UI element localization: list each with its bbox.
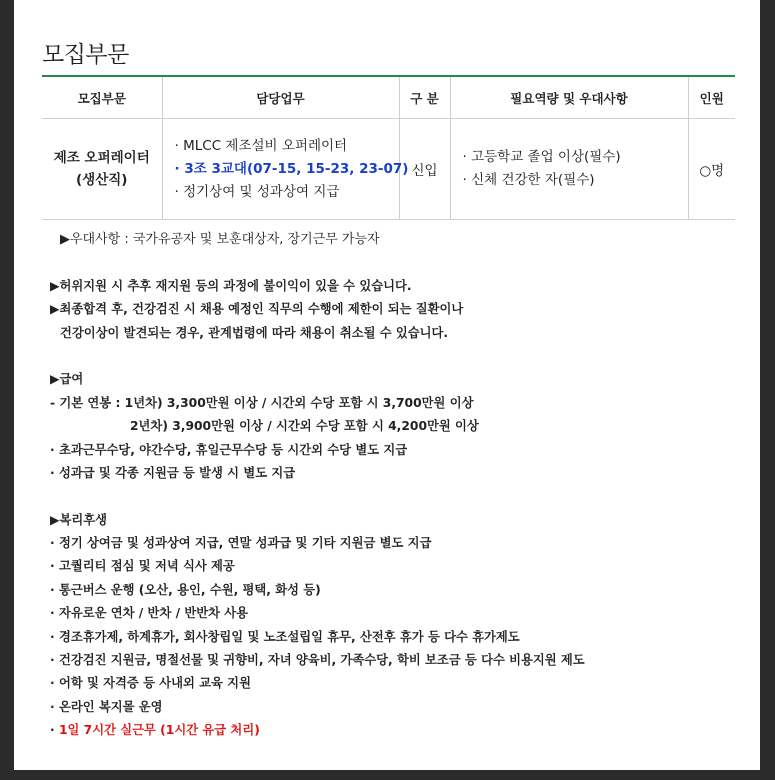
job-posting-page: [14, 0, 760, 770]
working-hours-highlight: 1일 7시간 실근무 (1시간 유급 처리): [58, 723, 260, 738]
table-row: [42, 119, 735, 220]
welfare-item: · 건강검진 지원금, 명절선물 및 귀향비, 자녀 양육비, 가족수당, 학비 보조금 등 다수 비용지원 제도: [50, 653, 585, 668]
welfare-item: · 어학 및 자격증 등 사내외 교육 지원: [50, 676, 251, 691]
header-type: 구 분: [399, 76, 450, 119]
preference-note: ▶우대사항 : 국가유공자 및 보훈대상자, 장기근무 가능자: [60, 232, 380, 247]
type-cell: 신입: [399, 119, 450, 220]
header-headcount: 인원: [688, 76, 735, 119]
header-requirements: 필요역량 및 우대사항: [450, 76, 688, 119]
warning-note: ▶최종합격 후, 건강검진 시 채용 예정인 직무의 수행에 제한이 되는 질환이나: [50, 302, 464, 317]
requirements-cell: [450, 119, 688, 220]
salary-item: 2년차) 3,900만원 이상 / 시간외 수당 포함 시 4,200만원 이상: [130, 419, 479, 434]
requirement-item: · 신체 건강한 자(필수): [463, 169, 688, 192]
welfare-bullet: ·: [50, 723, 59, 738]
welfare-item: · 경조휴가제, 하계휴가, 회사창립일 및 노조설립일 휴무, 산전후 휴가 등 다수 휴가제도: [50, 629, 520, 644]
welfare-item: · 통근버스 운행 (오산, 용인, 수원, 평택, 화성 등): [50, 582, 321, 597]
dept-category: (생산직): [76, 172, 128, 188]
warning-note: 건강이상이 발견되는 경우, 관계법령에 따라 채용이 취소될 수 있습니다.: [60, 325, 449, 340]
recruitment-table: [42, 75, 735, 220]
notes-section: [50, 228, 750, 743]
section-title: 모집부문: [42, 42, 129, 68]
dept-cell: [42, 119, 162, 220]
duty-item-shift: · 3조 3교대(07-15, 15-23, 23-07): [175, 158, 399, 181]
welfare-item: · 온라인 복지몰 운영: [50, 699, 163, 714]
header-dept: 모집부문: [42, 76, 162, 119]
salary-item: · 초과근무수당, 야간수당, 휴일근무수당 등 시간외 수당 별도 지급: [50, 442, 408, 457]
welfare-item-working-hours: [50, 719, 750, 742]
headcount-cell: ○명: [688, 119, 735, 220]
warning-note: ▶허위지원 시 추후 재지원 등의 과정에 불이익이 있을 수 있습니다.: [50, 278, 412, 293]
duty-item: · 정기상여 및 성과상여 지급: [175, 181, 399, 204]
dept-name: 제조 오퍼레이터: [53, 150, 150, 166]
table-header-row: [42, 76, 735, 119]
header-duty: 담당업무: [162, 76, 399, 119]
duty-cell: [162, 119, 409, 220]
welfare-heading: ▶복리후생: [50, 512, 107, 527]
salary-heading: ▶급여: [50, 372, 84, 387]
requirement-item: · 고등학교 졸업 이상(필수): [463, 146, 688, 169]
duty-item: · MLCC 제조설비 오퍼레이터: [175, 135, 399, 158]
welfare-item: · 정기 상여금 및 성과상여 지급, 연말 성과급 및 기타 지원금 별도 지급: [50, 536, 432, 551]
salary-item: · 성과급 및 각종 지원금 등 발생 시 별도 지급: [50, 465, 296, 480]
salary-item: - 기본 연봉 : 1년차) 3,300만원 이상 / 시간외 수당 포함 시 3,700만원 이상: [50, 395, 474, 410]
welfare-item: · 고퀄리티 점심 및 저녁 식사 제공: [50, 559, 235, 574]
welfare-item: · 자유로운 연차 / 반차 / 반반차 사용: [50, 606, 249, 621]
